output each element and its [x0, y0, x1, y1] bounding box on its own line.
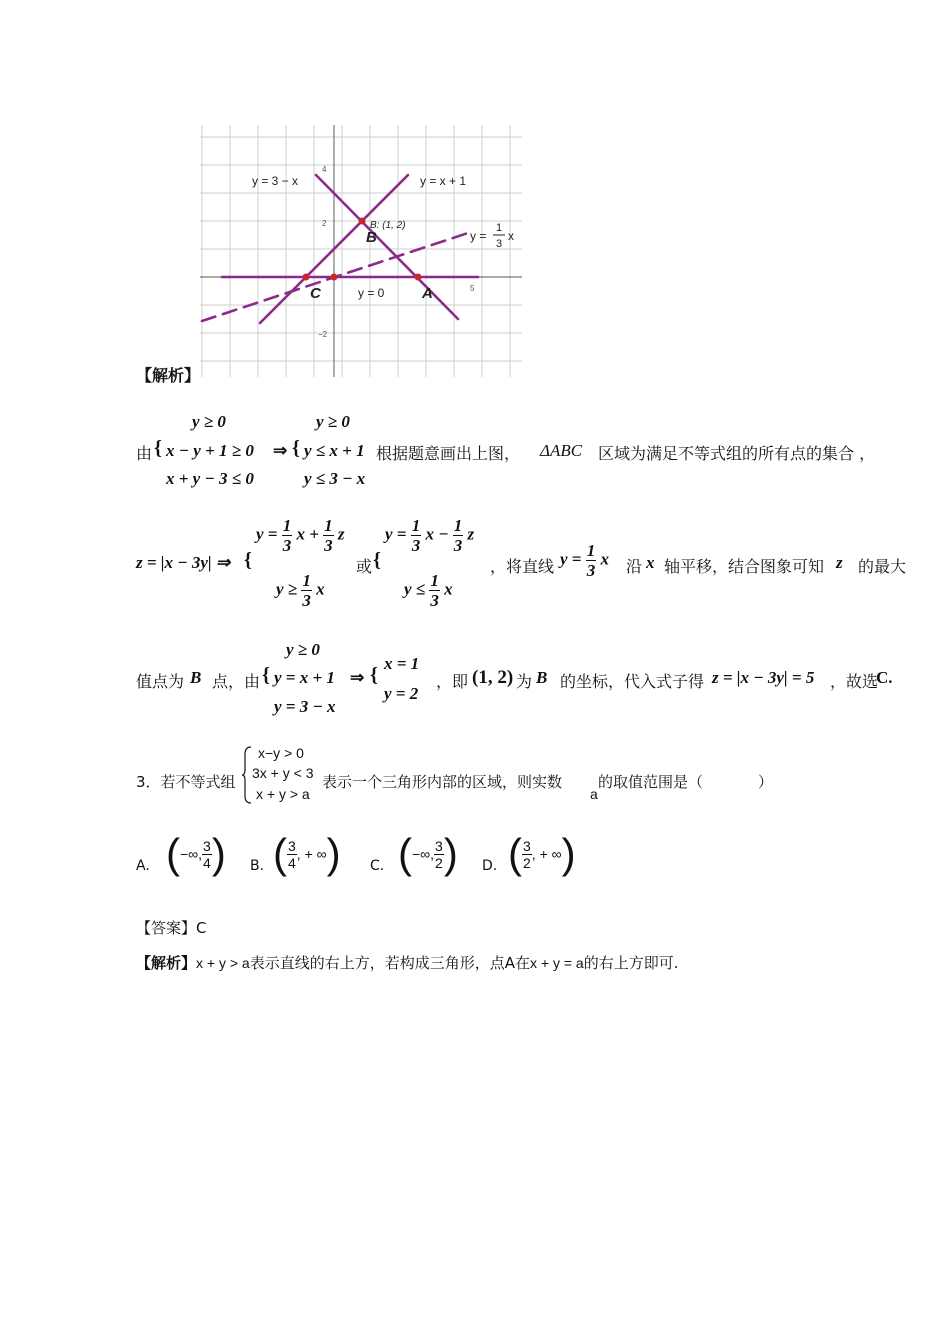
jiexi2-expr2: x + y = a — [530, 955, 584, 971]
q3-row2: 3x + y < 3 — [252, 765, 314, 781]
sys3-text4: 的坐标，代入式子得 — [560, 672, 705, 691]
q3-text: 表示一个三角形内部的区域，则实数 — [322, 773, 563, 791]
label-point-C: C — [310, 285, 321, 302]
svg-text:y =: y = — [470, 229, 487, 243]
sys3-text3: 为 — [516, 672, 533, 691]
sys3-prefix: 值点为 — [136, 672, 185, 691]
svg-text:3: 3 — [496, 238, 503, 250]
jiexi2-text2: 在 — [515, 954, 531, 972]
option-A-label: A. — [136, 858, 150, 874]
sys2-text1: ，将直线 — [490, 557, 555, 576]
sys3-text5: ，故选 — [830, 672, 879, 691]
sys1-b1: y ≥ 0 — [316, 412, 350, 431]
tick-y2: 2 — [322, 219, 327, 228]
jiexi2-label: 【解析】 — [136, 954, 197, 972]
option-B-value: ( $\frac{3}{4}$ , + ∞) — [273, 830, 341, 877]
axes — [200, 125, 522, 377]
sys2-d1: y = $\frac{1}{3}$ x − $\frac{1}{3}$ z — [385, 516, 475, 555]
section-jiexi-heading: 【解析】 — [136, 366, 201, 385]
sys1-arrow: ⇒ — [273, 441, 288, 460]
q3-row1: x−y > 0 — [258, 745, 304, 761]
answer-line — [136, 917, 207, 938]
option-C-label: C. — [370, 858, 385, 874]
q3-number: 3．若不等式组 — [136, 773, 236, 791]
sys3-B2: B — [536, 668, 548, 687]
label-point-B: B — [366, 229, 377, 246]
sys1-b3: y ≤ 3 − x — [304, 469, 366, 488]
sys2-line: y = $\frac{1}{3}$ x — [560, 541, 609, 580]
point-A — [415, 274, 422, 281]
sys2-brace-c: { — [244, 549, 252, 571]
label-line-y-3-minus-x: y = 3 − x — [252, 174, 299, 188]
q3-row3: x + y > a — [256, 786, 310, 802]
grid — [200, 125, 522, 377]
sys1-a3: x + y − 3 ≤ 0 — [166, 469, 254, 488]
label-line-y-0: y = 0 — [358, 286, 385, 300]
tick-ym2: −2 — [318, 330, 328, 339]
tick-y4: 4 — [322, 165, 327, 174]
sys1-b2: y ≤ x + 1 — [304, 441, 365, 460]
sys3-e1: y ≥ 0 — [286, 640, 320, 659]
point-B — [359, 218, 366, 225]
jiexi2-line — [136, 952, 679, 973]
svg-text:1: 1 — [496, 222, 503, 234]
option-D-value: ( $\frac{3}{2}$ , + ∞) — [508, 830, 576, 877]
option-B-label: B. — [250, 858, 265, 874]
jiexi2-A: A — [504, 954, 515, 972]
sys1-brace-b: { — [292, 437, 300, 459]
sys2-or: 或 — [356, 557, 373, 576]
sys3-e3: y = 3 − x — [274, 697, 336, 716]
sys3-result: z = |x − 3y| = 5 — [712, 668, 815, 687]
sys2-text2: 沿 — [626, 557, 643, 576]
sys2-c2: y ≥ $\frac{1}{3}$ x — [276, 571, 325, 610]
tick-x5: 5 — [470, 284, 475, 293]
label-line-y-third-x — [470, 222, 514, 250]
sys2-brace-d: { — [373, 549, 381, 571]
sys3-arrow: ⇒ — [350, 668, 365, 687]
sys3-point: (1, 2) — [472, 667, 514, 688]
sys3-B: B — [190, 668, 202, 687]
option-D-label: D. — [482, 858, 498, 874]
label-point-B-coord: B: (1, 2) — [370, 220, 406, 231]
sys1-brace-a: { — [154, 437, 162, 459]
sys1-prefix: 由 — [136, 444, 153, 463]
sys1-text1: 根据题意画出上图， — [376, 444, 521, 463]
label-point-A: A — [422, 285, 433, 302]
q3-close: ） — [758, 773, 774, 791]
sys1-a2: x − y + 1 ≥ 0 — [166, 441, 254, 460]
jiexi2-text1: 表示直线的右上方，若构成三角形，点 — [249, 954, 505, 972]
option-A-value: (−∞, $\frac{3}{4}$ ) — [166, 830, 226, 877]
option-C-value: (−∞, $\frac{3}{2}$ ) — [398, 830, 458, 877]
sys3-e2: y = x + 1 — [274, 668, 335, 687]
sys2-z: z — [836, 553, 843, 572]
q3-text2: 的取值范围是（ — [598, 773, 704, 791]
sys2-axis-x: x — [646, 553, 655, 572]
sys3-f2: y = 2 — [384, 684, 419, 703]
sys3-text2: ，即 — [436, 672, 469, 691]
sys1-text2: 区域为满足不等式组的所有点的集合 ， — [598, 444, 876, 463]
sys3-answer: C. — [876, 668, 893, 687]
sys3-brace-f: { — [370, 664, 378, 686]
jiexi2-text3: 的右上方即可. — [583, 954, 679, 972]
sys2-text4: 的最大 — [858, 557, 907, 576]
point-origin — [331, 274, 338, 281]
answer-value: C — [196, 919, 207, 937]
sys1-a1: y ≥ 0 — [192, 412, 226, 431]
answer-label: 【答案】 — [136, 919, 197, 937]
point-C — [303, 274, 310, 281]
sys2-c1: y = $\frac{1}{3}$ x + $\frac{1}{3}$ z — [256, 516, 345, 555]
sys3-brace-e: { — [262, 664, 270, 686]
jiexi2-expr1: x + y > a — [196, 955, 250, 971]
sys1-triangle: ΔABC — [540, 441, 583, 460]
coordinate-graph — [200, 125, 522, 377]
sys2-z-eq: z = |x − 3y| ⇒ — [136, 553, 231, 572]
sys3-f1: x = 1 — [384, 654, 420, 673]
sys2-text3: 轴平移，结合图象可知 — [664, 557, 825, 576]
sys3-text1: 点，由 — [212, 672, 261, 691]
q3-var: a — [590, 786, 598, 802]
svg-text:x: x — [508, 229, 514, 243]
sys2-d2: y ≤ $\frac{1}{3}$ x — [404, 571, 453, 610]
label-line-y-x-plus-1: y = x + 1 — [420, 174, 467, 188]
